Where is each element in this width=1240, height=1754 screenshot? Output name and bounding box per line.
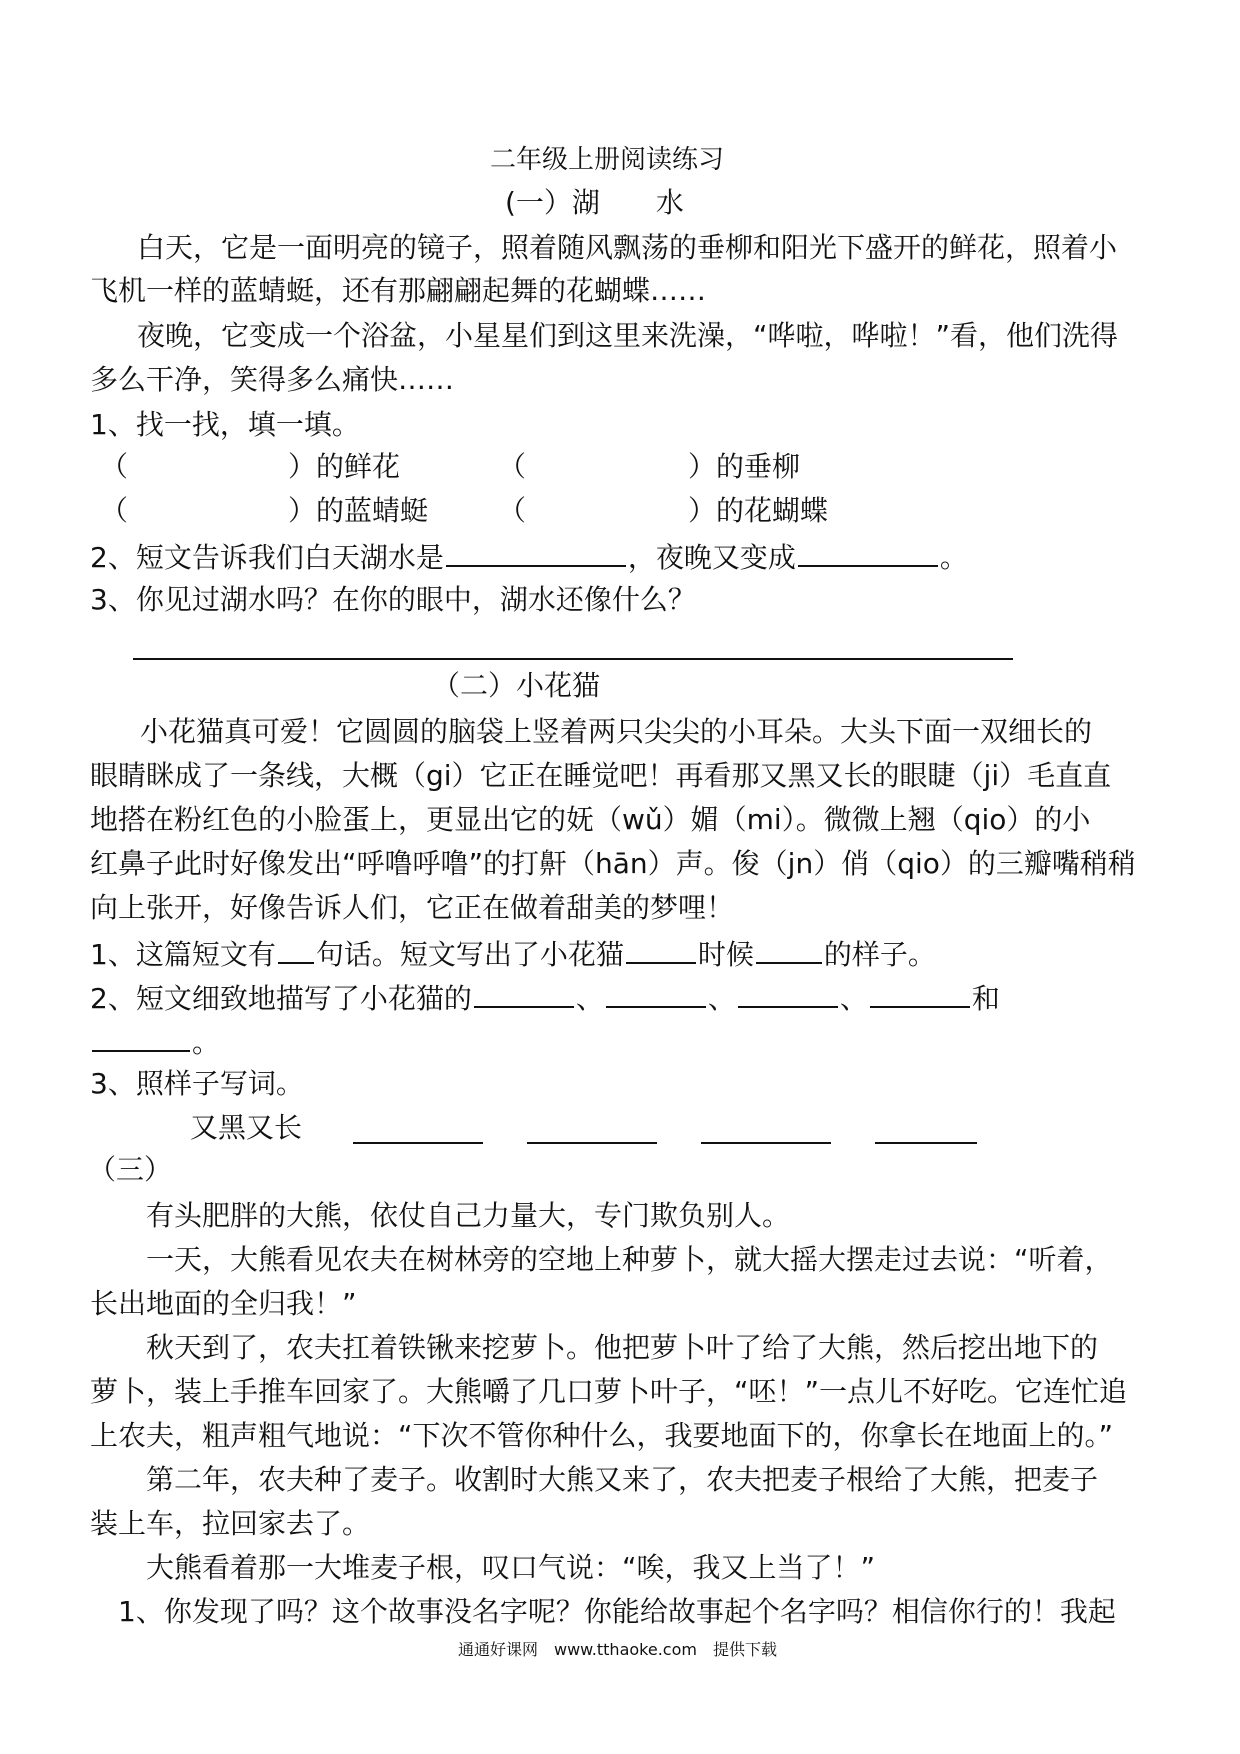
word-blank-4[interactable] [875, 1142, 977, 1144]
separator: 、 [839, 982, 868, 1015]
s1-question-1: 1、找一找，填一填。 [90, 408, 360, 441]
answer-blank[interactable] [870, 976, 970, 1008]
open-paren: （ [498, 450, 527, 483]
s3-line-9: 大熊看着那一大堆麦子根，叹口气说：“唉，我又上当了！” [146, 1551, 876, 1584]
answer-blank[interactable] [738, 976, 838, 1008]
fill-label: ）的蓝蜻蜓 [288, 494, 429, 527]
s1-answer-line[interactable] [133, 658, 1013, 660]
answer-blank[interactable] [798, 535, 938, 567]
s1-fill-2 [498, 447, 800, 487]
s2-line-3: 地搭在粉红色的小脸蛋上，更显出它的妩（wǔ）媚（mi）。微微上翘（qio）的小 [90, 803, 1091, 836]
s2-line-5: 向上张开，好像告诉人们，它正在做着甜美的梦哩！ [90, 891, 735, 924]
section-1-heading: (一）湖 水 [505, 186, 684, 219]
s2-question-2 [90, 976, 1000, 1019]
fill-label: ）的垂柳 [688, 450, 801, 483]
s3-question-1: 1、你发现了吗？这个故事没名字呢？你能给故事起个名字吗？相信你行的！我起 [118, 1595, 1116, 1628]
answer-blank[interactable] [756, 932, 822, 964]
section-3-heading: （三） [88, 1153, 173, 1186]
s3-line-1: 有头肥胖的大熊，依仗自己力量大，专门欺负别人。 [146, 1199, 791, 1232]
answer-blank[interactable] [606, 976, 706, 1008]
word-blank-1[interactable] [353, 1142, 483, 1144]
q2-text-a: 2、短文告诉我们白天湖水是 [90, 541, 444, 574]
fill-label: ）的鲜花 [288, 450, 401, 483]
s2-line-2: 眼睛眯成了一条线，大概（gi）它正在睡觉吧！再看那又黑又长的眼睫（ji）毛直直 [90, 759, 1112, 792]
q2-text-b: ，夜晚又变成 [627, 541, 796, 574]
s1-paragraph-1-line-1: 白天，它是一面明亮的镜子，照着随风飘荡的垂柳和阳光下盛开的鲜花，照着小 [137, 231, 1118, 264]
s2-line-4: 红鼻子此时好像发出“呼噜呼噜”的打鼾（hān）声。俊（jn）俏（qio）的三瓣嘴稍稍 [90, 847, 1136, 880]
word-blank-2[interactable] [527, 1142, 657, 1144]
s2-question-1 [90, 932, 936, 975]
word-blank-3[interactable] [701, 1142, 831, 1144]
s1-question-3: 3、你见过湖水吗？在你的眼中，湖水还像什么？ [90, 583, 696, 616]
s3-line-3: 长出地面的全归我！” [90, 1287, 357, 1320]
q2-text-a: 2、短文细致地描写了小花猫的 [90, 982, 472, 1015]
answer-blank[interactable] [92, 1020, 190, 1052]
s1-paragraph-2-line-1: 夜晚，它变成一个浴盆，小星星们到这里来洗澡，“哗啦，哗啦！”看，他们洗得 [137, 319, 1119, 352]
s1-paragraph-2-line-2: 多么干净，笑得多么痛快…… [90, 363, 455, 396]
s3-line-8: 装上车，拉回家去了。 [90, 1507, 371, 1540]
q1-text-c: 时候 [697, 938, 754, 971]
open-paren: （ [498, 494, 527, 527]
open-paren: （ [100, 494, 129, 527]
s3-line-4: 秋天到了，农夫扛着铁锹来挖萝卜。他把萝卜叶了给了大熊，然后挖出地下的 [146, 1331, 1099, 1364]
s3-line-2: 一天，大熊看见农夫在树林旁的空地上种萝卜，就大摇大摆走过去说：“听着， [146, 1243, 1113, 1276]
s2-question-2-continued [90, 1020, 220, 1063]
s3-line-5: 萝卜，装上手推车回家了。大熊嚼了几口萝卜叶子，“呸！”一点儿不好吃。它连忙追 [90, 1375, 1128, 1408]
separator: 、 [575, 982, 604, 1015]
q2-text-b: 和 [971, 982, 1000, 1015]
answer-blank[interactable] [278, 932, 314, 964]
separator: 、 [707, 982, 736, 1015]
q1-text-b: 句话。短文写出了小花猫 [315, 938, 624, 971]
s1-paragraph-1-line-2: 飞机一样的蓝蜻蜓，还有那翩翩起舞的花蝴蝶…… [90, 274, 707, 307]
s1-fill-4 [498, 491, 828, 531]
section-2-heading: （二）小花猫 [432, 669, 601, 702]
open-paren: （ [100, 450, 129, 483]
s1-fill-1 [100, 447, 400, 487]
s2-example-word: 又黑又长 [190, 1111, 303, 1144]
s3-line-7: 第二年，农夫种了麦子。收割时大熊又来了，农夫把麦子根给了大熊，把麦子 [146, 1463, 1099, 1496]
page-title: 二年级上册阅读练习 [490, 145, 725, 175]
q2-end: 。 [192, 1026, 221, 1059]
s1-fill-3 [100, 491, 428, 531]
q2-text-c: 。 [939, 541, 968, 574]
answer-blank[interactable] [446, 535, 626, 567]
s2-question-3: 3、照样子写词。 [90, 1067, 304, 1100]
fill-label: ）的花蝴蝶 [688, 494, 829, 527]
answer-blank[interactable] [474, 976, 574, 1008]
s2-line-1: 小花猫真可爱！它圆圆的脑袋上竖着两只尖尖的小耳朵。大头下面一双细长的 [140, 715, 1093, 748]
answer-blank[interactable] [626, 932, 696, 964]
q1-text-a: 1、这篇短文有 [90, 938, 276, 971]
page-footer: 通通好课网 www.tthaoke.com 提供下载 [458, 1640, 777, 1659]
s3-line-6: 上农夫，粗声粗气地说：“下次不管你种什么，我要地面下的，你拿长在地面上的。” [90, 1419, 1114, 1452]
s1-question-2 [90, 535, 968, 578]
q1-text-d: 的样子。 [823, 938, 936, 971]
